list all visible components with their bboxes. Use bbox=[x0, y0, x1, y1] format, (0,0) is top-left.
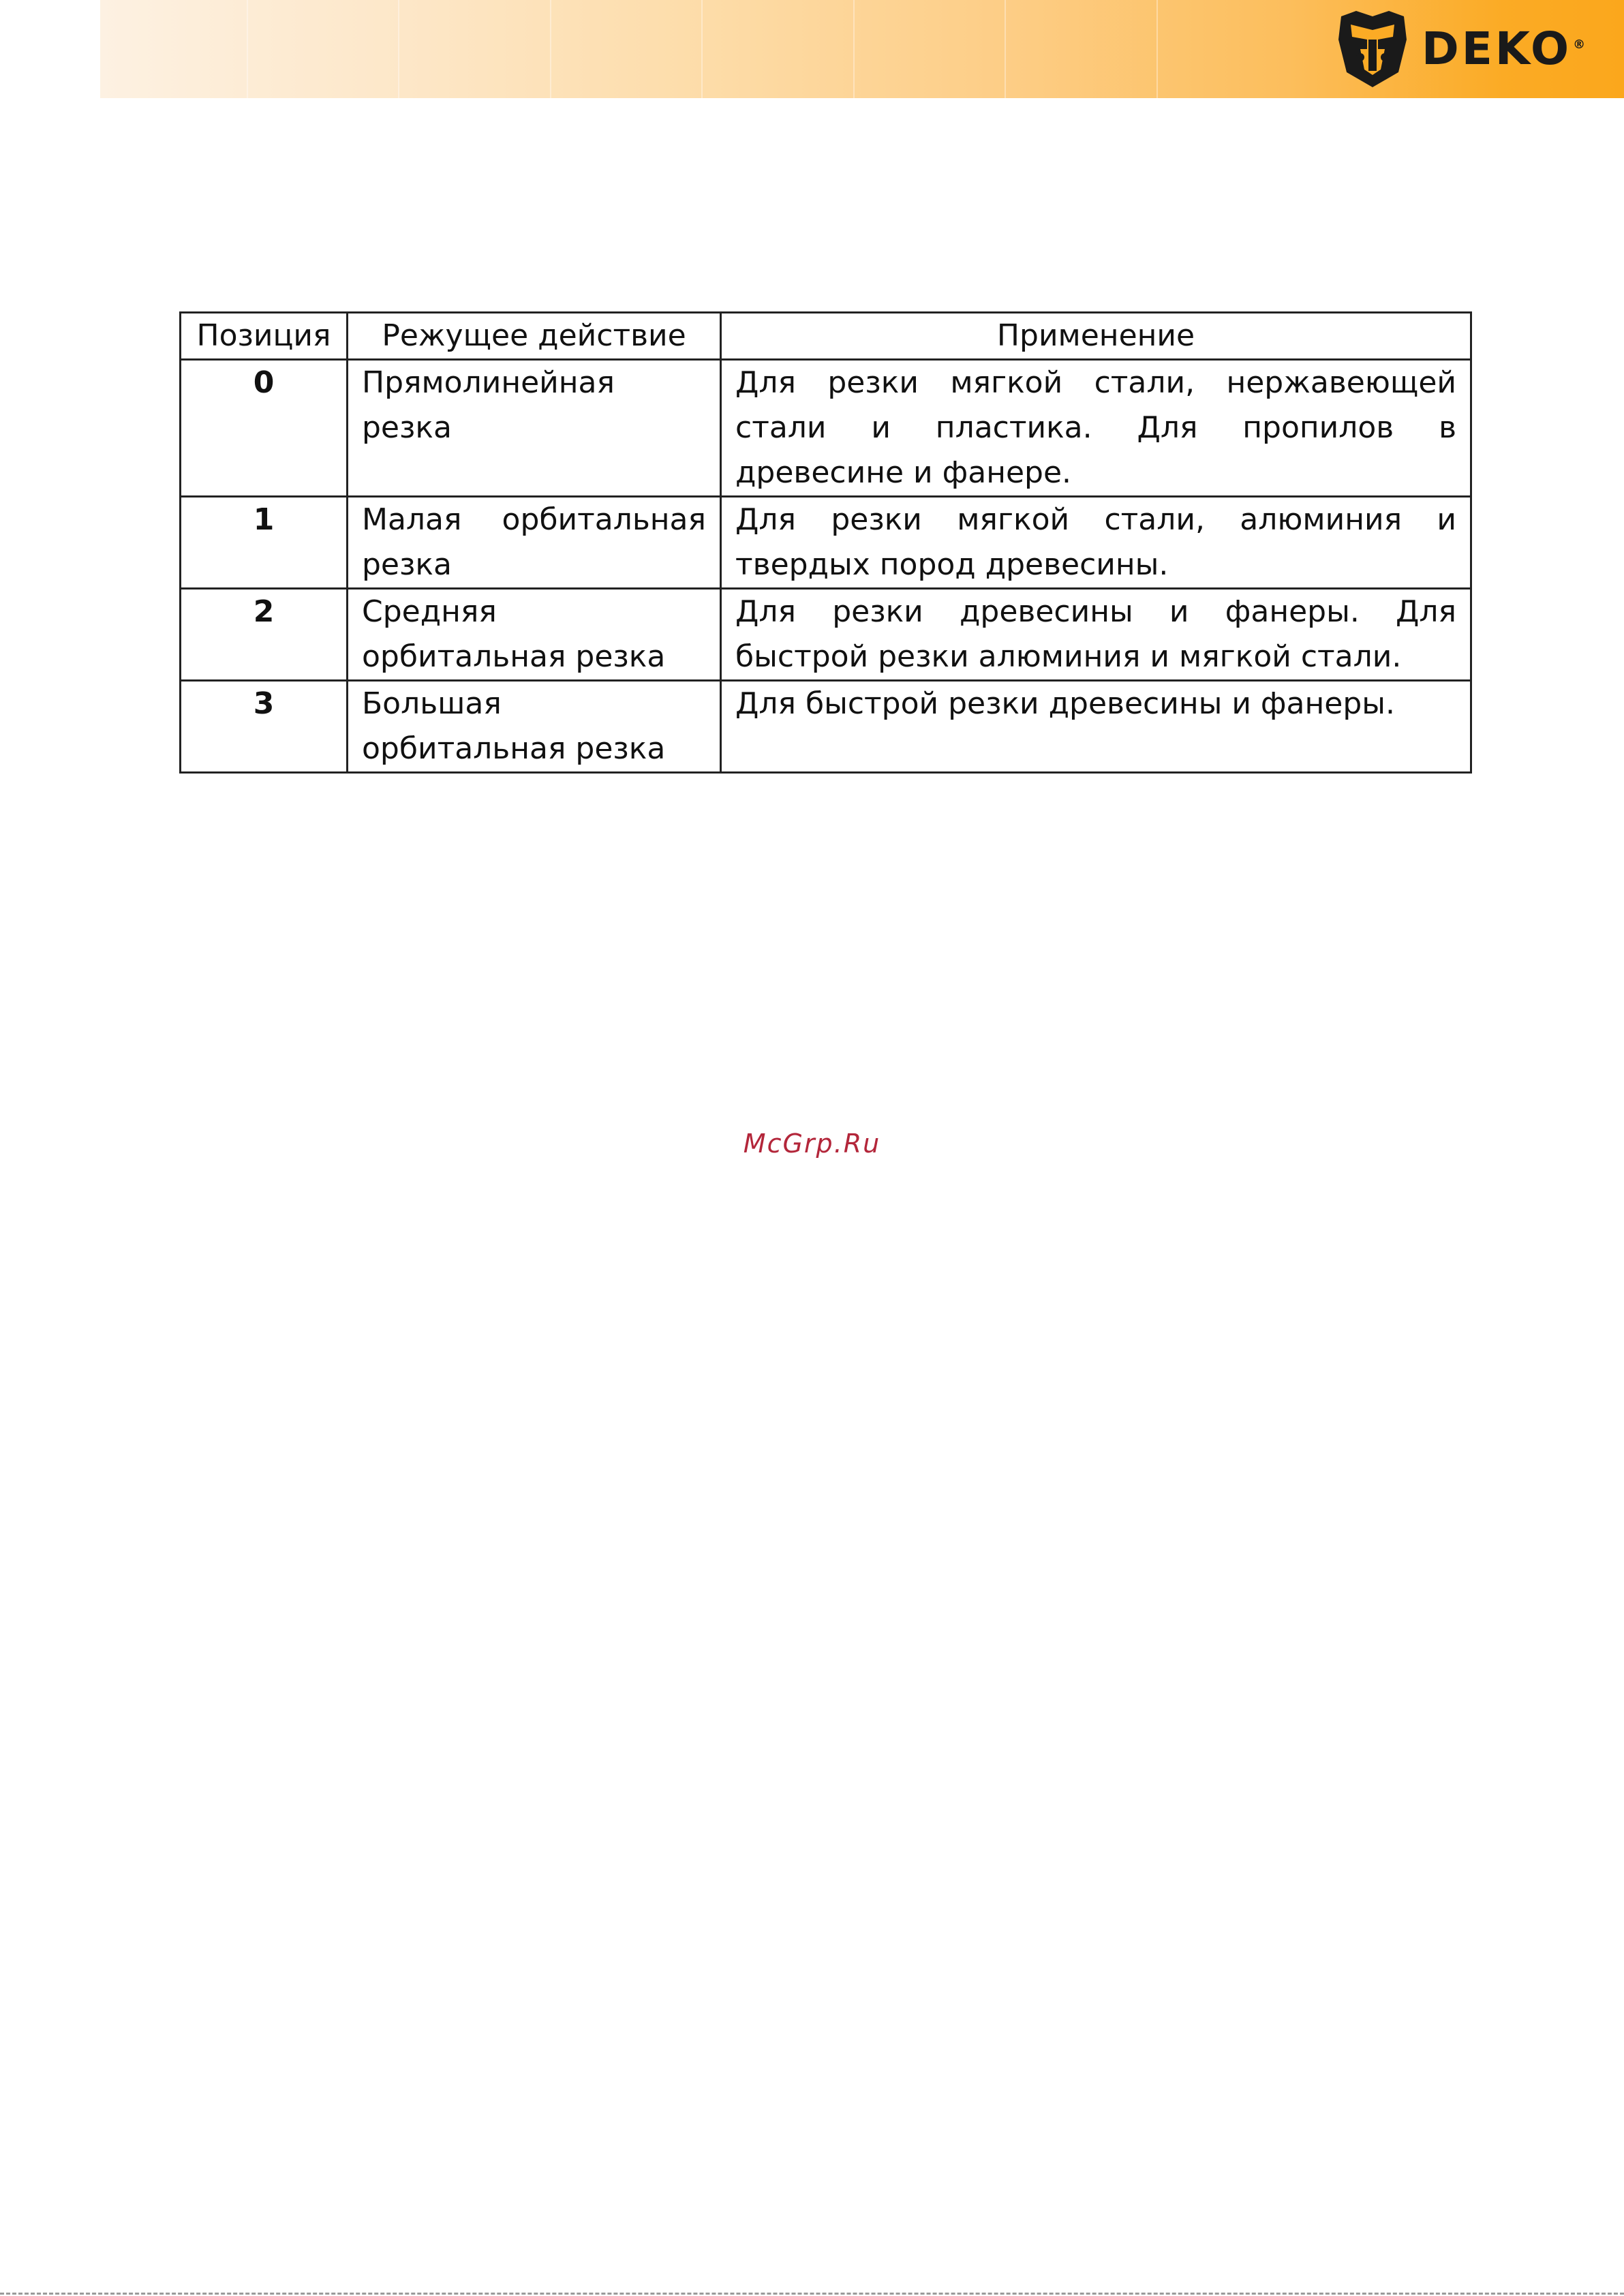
brand-name: DEKO bbox=[1422, 22, 1572, 75]
position-cell: 2 bbox=[181, 589, 348, 681]
action-cell: Большая орбитальная резка bbox=[348, 681, 721, 773]
registered-mark: ® bbox=[1573, 37, 1589, 52]
cutting-modes-table bbox=[179, 311, 1472, 774]
use-cell: Для резки мягкой стали, алюминия и твердых пород древесины. bbox=[721, 497, 1471, 589]
table-row bbox=[181, 681, 1471, 773]
header-stripe bbox=[853, 0, 855, 98]
header-stripe bbox=[1156, 0, 1158, 98]
table-row bbox=[181, 360, 1471, 497]
header-stripe bbox=[550, 0, 551, 98]
table-row bbox=[181, 497, 1471, 589]
position-cell: 0 bbox=[181, 360, 348, 497]
watermark-text: McGrp.Ru bbox=[743, 1129, 881, 1159]
action-cell: Средняя орбитальная резка bbox=[348, 589, 721, 681]
action-cell: Прямолинейная резка bbox=[348, 360, 721, 497]
page-bottom-rule bbox=[0, 2293, 1624, 2295]
header-stripe bbox=[1005, 0, 1006, 98]
table-row bbox=[181, 589, 1471, 681]
brand-logo bbox=[1336, 10, 1588, 89]
use-cell: Для резки мягкой стали, нержавеющей стали и пластика. Для пропилов в древесине и фанере. bbox=[721, 360, 1471, 497]
position-cell: 1 bbox=[181, 497, 348, 589]
use-cell: Для быстрой резки древесины и фанеры. bbox=[721, 681, 1471, 773]
action-cell: Малая орбитальная резка bbox=[348, 497, 721, 589]
use-cell: Для резки древесины и фанеры. Для быстрой резки алюминия и мягкой стали. bbox=[721, 589, 1471, 681]
table-header-row bbox=[181, 313, 1471, 360]
header-stripe bbox=[701, 0, 703, 98]
header-stripe bbox=[247, 0, 248, 98]
column-header-use: Применение bbox=[721, 313, 1471, 360]
cutting-modes-table-container bbox=[179, 311, 1471, 766]
header-stripe bbox=[398, 0, 399, 98]
brand-wordmark bbox=[1422, 22, 1589, 75]
column-header-position: Позиция bbox=[181, 313, 348, 360]
deko-shield-mark-icon bbox=[1336, 10, 1409, 89]
position-cell: 3 bbox=[181, 681, 348, 773]
column-header-action: Режущее действие bbox=[348, 313, 721, 360]
